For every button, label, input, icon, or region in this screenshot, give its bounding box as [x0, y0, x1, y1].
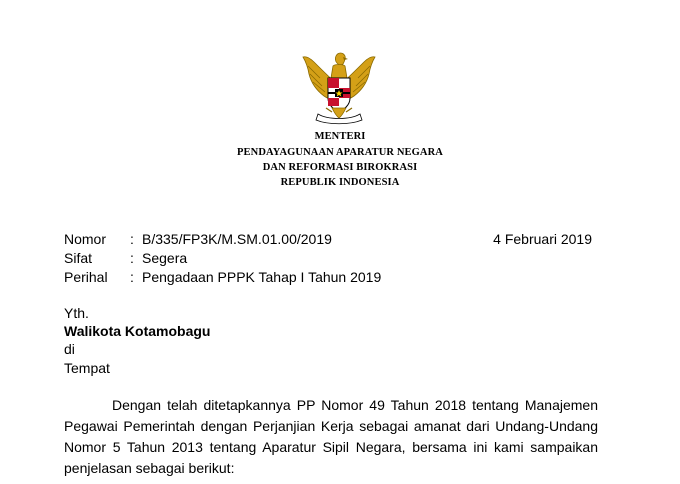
garuda-pancasila-emblem-icon — [300, 48, 378, 128]
address-di: di — [64, 341, 75, 357]
body-paragraph — [64, 395, 598, 479]
letterhead-line-1: MENTERI — [314, 131, 366, 142]
letterhead-line-3: DAN REFORMASI BIROKRASI — [262, 162, 418, 173]
perihal-colon: : — [130, 269, 134, 285]
perihal-label: Perihal — [64, 269, 108, 285]
sifat-colon: : — [130, 250, 134, 266]
letterhead-line-4: REPUBLIK INDONESIA — [280, 177, 400, 188]
nomor-label: Nomor — [64, 231, 107, 247]
body-line-3: Nomor 5 Tahun 2013 tentang Aparatur Sipil Negara, bersama ini kami sampaikan — [64, 439, 598, 455]
address-recipient: Walikota Kotamobagu — [64, 323, 211, 339]
body-line-1: Dengan telah ditetapkannya PP Nomor 49 Tahun 2018 tentang Manajemen — [112, 397, 598, 413]
address-yth: Yth. — [64, 305, 89, 321]
body-line-2: Pegawai Pemerintah dengan Perjanjian Kerja sebagai amanat dari Undang-Undang — [64, 418, 598, 434]
sifat-value: Segera — [142, 250, 188, 266]
address-place: Tempat — [64, 360, 110, 376]
nomor-value: B/335/FP3K/M.SM.01.00/2019 — [142, 231, 332, 247]
nomor-colon: : — [130, 231, 134, 247]
sifat-label: Sifat — [64, 250, 93, 266]
letter-date: 4 Februari 2019 — [493, 231, 592, 247]
perihal-value: Pengadaan PPPK Tahap I Tahun 2019 — [142, 269, 382, 285]
body-line-4: penjelasan sebagai berikut: — [64, 460, 235, 476]
letterhead-line-2: PENDAYAGUNAAN APARATUR NEGARA — [237, 147, 443, 158]
